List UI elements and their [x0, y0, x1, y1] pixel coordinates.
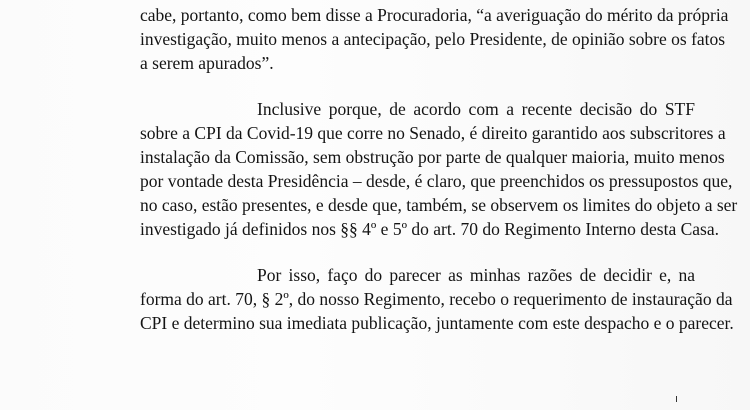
- text-line: a serem apurados”.: [140, 53, 274, 73]
- text-line: Por isso, faço do parecer as minhas razões de decidir e, na: [257, 265, 695, 285]
- text-line: no caso, estão presentes, e desde que, também, se observem os limites do objeto a ser: [140, 195, 738, 215]
- text-line: instalação da Comissão, sem obstrução por parte de qualquer maioria, muito menos: [140, 147, 725, 167]
- text-line: por vontade desta Presidência – desde, é claro, que preenchidos os pressupostos que,: [140, 171, 733, 191]
- page-edge-mark: [676, 396, 677, 402]
- text-line: sobre a CPI da Covid-19 que corre no Senado, é direito garantido aos subscritores a: [140, 123, 726, 143]
- text-line: cabe, portanto, como bem disse a Procuradoria, “a averiguação do mérito da própria: [140, 5, 729, 25]
- text-line: Inclusive porque, de acordo com a recente decisão do STF: [257, 99, 695, 119]
- text-line: investigação, muito menos a antecipação, pelo Presidente, de opinião sobre os fatos: [140, 29, 726, 49]
- text-line: forma do art. 70, § 2º, do nosso Regimento, recebo o requerimento de instauração da: [140, 289, 733, 309]
- text-line: investigado já definidos nos §§ 4º e 5º do art. 70 do Regimento Interno desta Casa.: [140, 219, 720, 239]
- text-line: CPI e determino sua imediata publicação, juntamente com este despacho e o parecer.: [140, 313, 734, 333]
